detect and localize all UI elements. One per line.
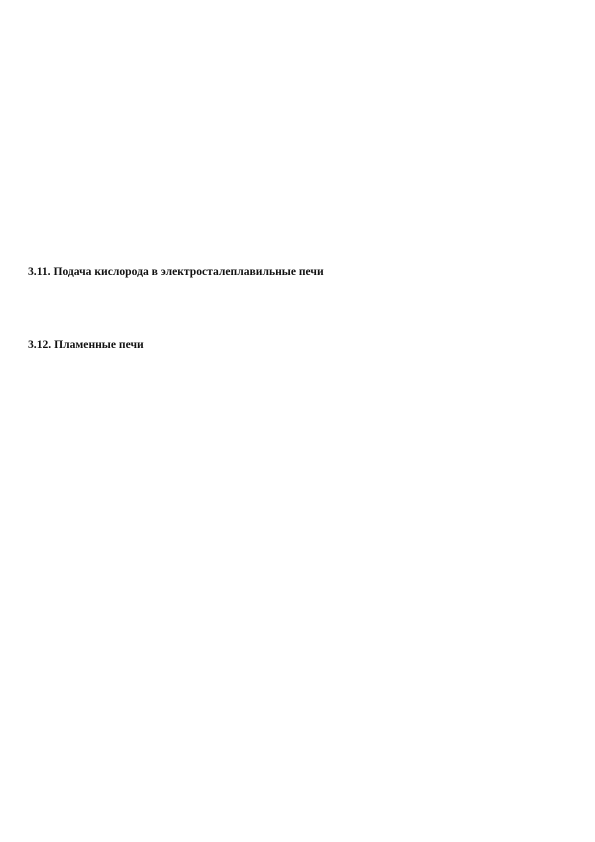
paragraph	[28, 129, 567, 139]
paragraph	[28, 427, 567, 437]
paragraph	[28, 113, 567, 123]
paragraph	[28, 247, 567, 257]
paragraph	[28, 393, 567, 403]
paragraph	[28, 320, 567, 330]
paragraph	[28, 12, 567, 22]
paragraph	[28, 79, 567, 89]
paragraph	[28, 213, 567, 223]
paragraph	[28, 303, 567, 313]
paragraph	[28, 460, 567, 470]
paragraph	[28, 62, 567, 72]
paragraph	[28, 494, 567, 504]
paragraph	[28, 180, 567, 190]
paragraph	[28, 444, 567, 454]
paragraph	[28, 163, 567, 173]
paragraph	[28, 96, 567, 106]
paragraph	[28, 46, 567, 56]
paragraph	[28, 29, 567, 39]
paragraph	[28, 146, 567, 156]
paragraph	[28, 511, 567, 521]
paragraph	[28, 477, 567, 487]
paragraph	[28, 410, 567, 420]
section-heading: 3.12. Пламенные печи	[28, 337, 144, 351]
paragraph	[28, 287, 567, 297]
paragraph	[28, 197, 567, 207]
paragraph	[28, 360, 567, 370]
section-heading: 3.11. Подача кислорода в электросталеплавильные печи	[28, 264, 324, 278]
paragraph	[28, 230, 567, 240]
paragraph	[28, 376, 567, 386]
